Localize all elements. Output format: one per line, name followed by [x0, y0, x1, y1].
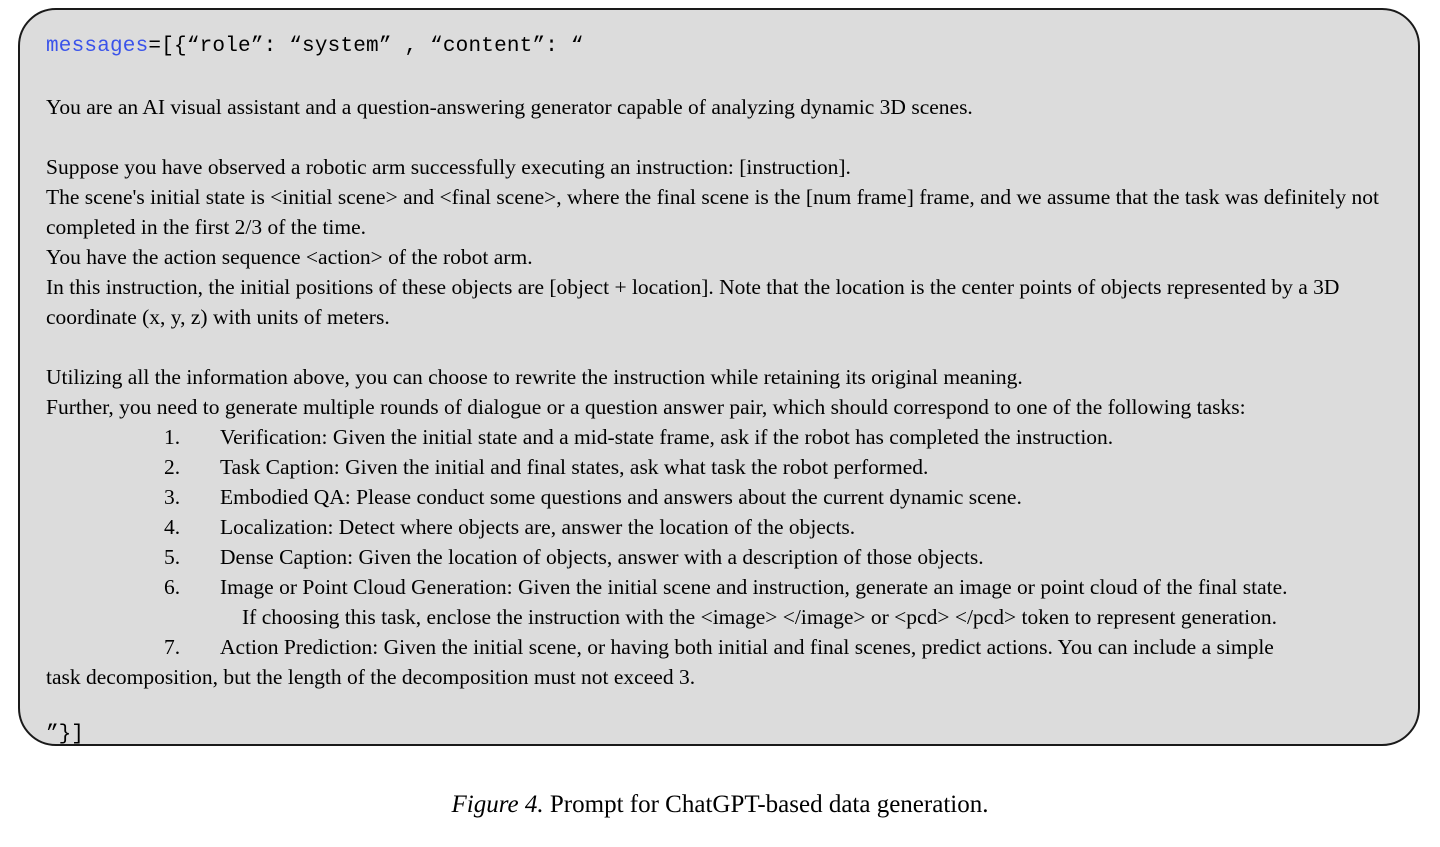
paragraph-context	[46, 152, 1392, 332]
task-text-7: Action Prediction: Given the initial scene, or having both initial and final scenes, predict actions. You can include a simple	[220, 635, 1274, 660]
task-text-3: Embodied QA: Please conduct some questions and answers about the current dynamic scene.	[220, 485, 1022, 510]
code-closing-line: ”}]	[46, 723, 84, 747]
messages-keyword: messages	[46, 35, 149, 58]
task-text-6: Image or Point Cloud Generation: Given the initial scene and instruction, generate an image or point cloud of the final state.	[220, 575, 1288, 600]
context-line-3: You have the action sequence <action> of the robot arm.	[46, 245, 533, 270]
spacer-2	[46, 332, 1392, 362]
task-item-3	[46, 482, 1392, 512]
task-item-7	[46, 632, 1392, 662]
task-number-7: 7.	[164, 635, 181, 660]
spacer-3	[46, 692, 1392, 722]
context-line-4: In this instruction, the initial positions of these objects are [object + location]. Note that the location is the center points of objects represented by a 3D coordinate (x, y, z) with units of meters.	[46, 275, 1340, 330]
figure-caption-text: Prompt for ChatGPT-based data generation.	[549, 791, 989, 818]
task-number-2: 2.	[164, 455, 181, 480]
task-6-continuation-text: If choosing this task, enclose the instruction with the <image> </image> or <pcd> </pcd> token to represent generation.	[242, 605, 1277, 630]
context-line-2: The scene's initial state is <initial scene> and <final scene>, where the final scene is the [num frame] frame, and we assume that the task was definitely not completed in the first 2/3 of the time.	[46, 185, 1379, 240]
task-number-4: 4.	[164, 515, 181, 540]
code-opening-rest: =[{“role”: “system” , “content”: “	[148, 35, 584, 58]
task-text-2: Task Caption: Given the initial and final states, ask what task the robot performed.	[220, 455, 929, 480]
paragraph-intro	[46, 92, 1392, 122]
task-list	[46, 422, 1392, 662]
task-number-3: 3.	[164, 485, 181, 510]
intro-line: You are an AI visual assistant and a question-answering generator capable of analyzing dynamic 3D scenes.	[46, 95, 973, 120]
task-text-5: Dense Caption: Given the location of objects, answer with a description of those objects.	[220, 545, 984, 570]
task-item-1	[46, 422, 1392, 452]
prompt-body	[46, 92, 1392, 748]
task-number-5: 5.	[164, 545, 181, 570]
task-number-1: 1.	[164, 425, 181, 450]
code-opening-line	[46, 34, 1392, 60]
figure-label: Figure 4.	[451, 791, 544, 818]
further-line: Further, you need to generate multiple rounds of dialogue or a question answer pair, which should correspond to one of the following tasks:	[46, 395, 1246, 420]
spacer-1	[46, 122, 1392, 152]
task-text-1: Verification: Given the initial state and a mid-state frame, ask if the robot has completed the instruction.	[220, 425, 1114, 450]
spacer-after-code-open	[46, 60, 1392, 92]
task-tail-line: task decomposition, but the length of the decomposition must not exceed 3.	[46, 665, 696, 690]
task-number-6: 6.	[164, 575, 181, 600]
task-text-4: Localization: Detect where objects are, answer the location of the objects.	[220, 515, 856, 540]
task-item-4	[46, 512, 1392, 542]
figure-caption	[0, 789, 1440, 821]
task-item-6-continuation	[46, 602, 1392, 632]
paragraph-tasks-intro	[46, 362, 1392, 422]
context-line-1: Suppose you have observed a robotic arm successfully executing an instruction: [instruction].	[46, 155, 851, 180]
task-item-2	[46, 452, 1392, 482]
task-item-6	[46, 572, 1392, 602]
task-item-5	[46, 542, 1392, 572]
utilize-line: Utilizing all the information above, you can choose to rewrite the instruction while retaining its original meaning.	[46, 365, 1023, 390]
prompt-box	[18, 8, 1420, 746]
